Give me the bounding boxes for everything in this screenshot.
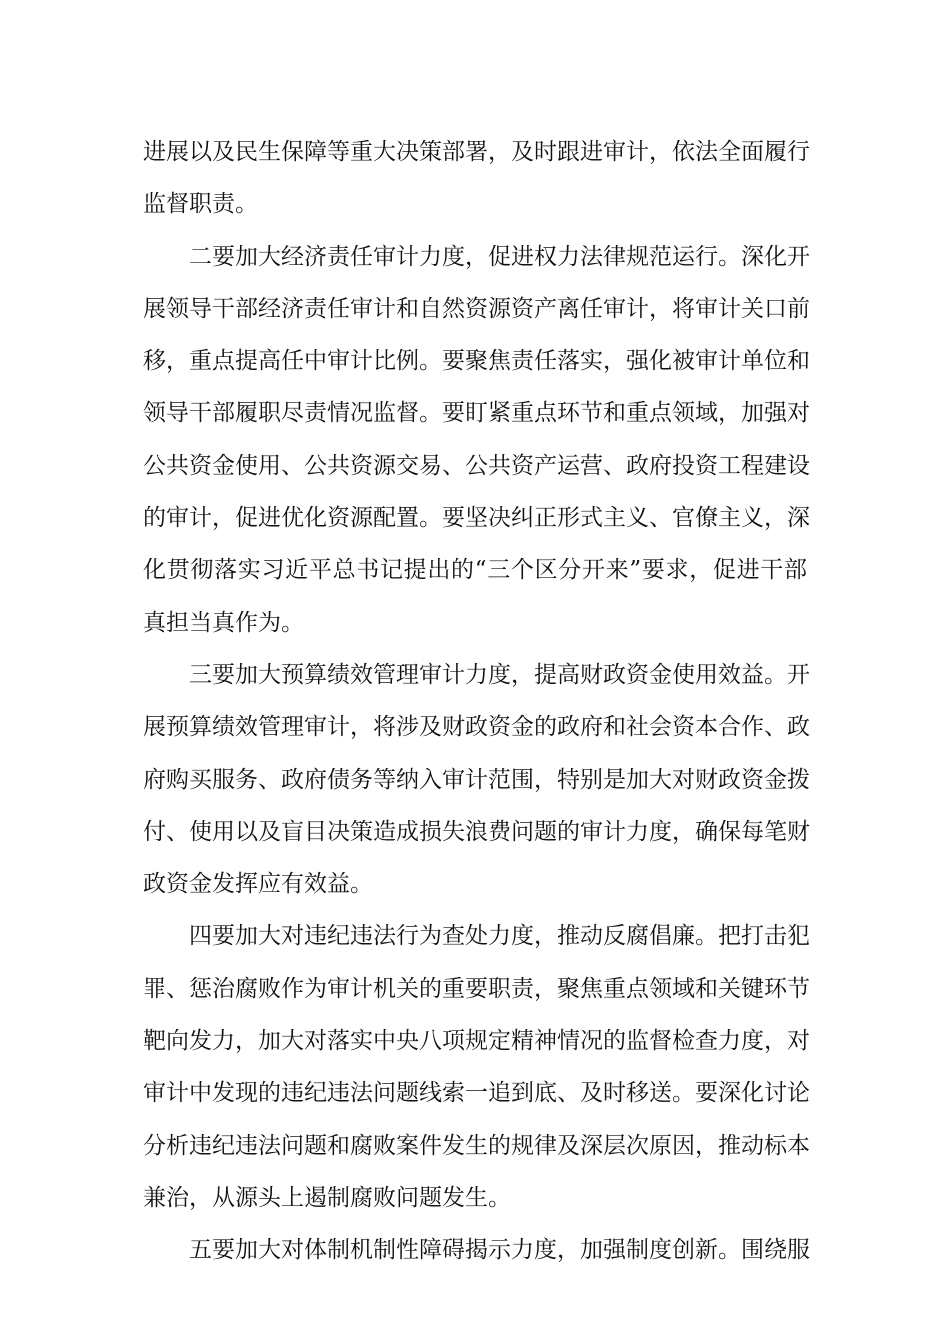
paragraph-start-line: 三要加大预算绩效管理审计力度，提高财政资金使用效益。开 bbox=[189, 661, 810, 688]
paragraph-start-line: 五要加大对体制机制性障碍揭示力度，加强制度创新。围绕服 bbox=[189, 1237, 810, 1264]
text-line: 化贯彻落实习近平总书记提出的“三个区分开来”要求，促进干部 bbox=[143, 557, 807, 584]
text-line: 审计中发现的违纪违法问题线索一追到底、及时移送。要深化讨论 bbox=[143, 1080, 810, 1107]
text-line: 移，重点提高任中审计比例。要聚焦责任落实，强化被审计单位和 bbox=[143, 348, 810, 375]
text-line: 府购买服务、政府债务等纳入审计范围，特别是加大对财政资金拨 bbox=[143, 766, 810, 793]
text-line: 公共资金使用、公共资源交易、公共资产运营、政府投资工程建设 bbox=[143, 452, 810, 479]
text-line: 真担当真作为。 bbox=[143, 609, 304, 636]
text-line: 进展以及民生保障等重大决策部署，及时跟进审计，依法全面履行 bbox=[143, 139, 810, 165]
paragraph-start-line: 二要加大经济责任审计力度，促进权力法律规范运行。深化开 bbox=[189, 243, 810, 270]
text-line: 的审计，促进优化资源配置。要坚决纠正形式主义、官僚主义，深 bbox=[143, 505, 810, 532]
body-text bbox=[143, 126, 810, 1277]
text-line: 展预算绩效管理审计，将涉及财政资金的政府和社会资本合作、政 bbox=[143, 714, 810, 741]
text-line: 付、使用以及盲目决策造成损失浪费问题的审计力度，确保每笔财 bbox=[143, 818, 810, 845]
text-line: 领导干部履职尽责情况监督。要盯紧重点环节和重点领域，加强对 bbox=[143, 400, 810, 427]
text-line: 政资金发挥应有效益。 bbox=[143, 871, 373, 898]
text-line: 分析违纪违法问题和腐败案件发生的规律及深层次原因，推动标本 bbox=[143, 1132, 810, 1159]
text-line: 兼治，从源头上遏制腐败问题发生。 bbox=[143, 1184, 511, 1211]
text-line: 罪、惩治腐败作为审计机关的重要职责，聚焦重点领域和关键环节 bbox=[143, 975, 810, 1002]
text-line: 监督职责。 bbox=[143, 191, 258, 218]
text-line: 靶向发力，加大对落实中央八项规定精神情况的监督检查力度，对 bbox=[143, 1028, 810, 1055]
paragraph-start-line: 四要加大对违纪违法行为查处力度，推动反腐倡廉。把打击犯 bbox=[189, 923, 810, 950]
text-line: 展领导干部经济责任审计和自然资源资产离任审计，将审计关口前 bbox=[143, 295, 810, 322]
